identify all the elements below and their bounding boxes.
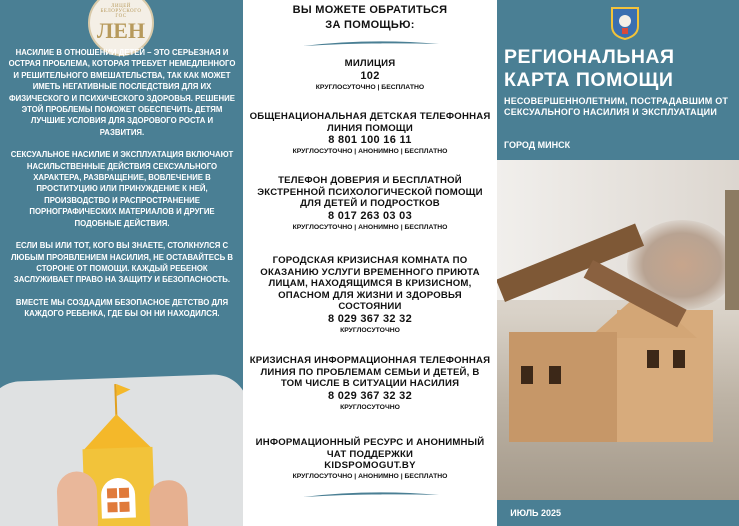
house-window (647, 350, 659, 368)
service-note: КРУГЛОСУТОЧНО | АНОНИМНО | БЕСПЛАТНО (292, 223, 448, 231)
service-name: ГОРОДСКАЯ КРИЗИСНАЯ КОМНАТА ПО ОКАЗАНИЮ УСЛУГИ ВРЕМЕННОГО ПРИЮТА ЛИЦАМ, НАХОДЯЩИМСЯ В КРИЗИСНОМ, ОПАСНОМ ДЛЯ ЖИЗНИ И ЗДОРОВЬЯ СОСТОЯНИИ (260, 255, 480, 313)
middle-panel (243, 0, 497, 526)
service-crisis-line (249, 355, 491, 412)
city-label: ГОРОД МИНСК (504, 140, 571, 150)
service-phone[interactable]: 8 017 263 03 03 (327, 209, 413, 222)
house-window (549, 366, 561, 384)
service-name: ИНФОРМАЦИОННЫЙ РЕСУРС И АНОНИМНЫЙ ЧАТ ПОДДЕРЖКИ (255, 437, 485, 460)
child-hand-left (56, 471, 98, 526)
service-police (249, 58, 491, 92)
service-name: ТЕЛЕФОН ДОВЕРИЯ И БЕСПЛАТНОЙ ЭКСТРЕННОЙ ПСИХОЛОГИЧЕСКОЙ ПОМОЩИ ДЛЯ ДЕТЕЙ И ПОДРОСТКОВ (257, 175, 483, 210)
left-panel (0, 0, 243, 526)
service-phone[interactable]: 8 029 367 32 32 (327, 389, 413, 402)
help-title-line1: ВЫ МОЖЕТЕ ОБРАТИТЬСЯ (292, 4, 448, 16)
photo-furniture (725, 190, 739, 310)
swoosh-divider-bottom (301, 490, 441, 500)
toy-roof (81, 413, 152, 451)
service-note: КРУГЛОСУТОЧНО (340, 403, 400, 411)
issue-date: ИЮЛЬ 2025 (510, 508, 561, 518)
swoosh-divider-top (301, 39, 441, 49)
help-title-line2: ЗА ПОМОЩЬЮ: (325, 19, 415, 31)
logo-monogram: ЛЕН (96, 18, 146, 43)
service-phone[interactable]: 102 (360, 69, 380, 82)
service-crisis-room (249, 255, 491, 335)
wooden-house-front (509, 332, 617, 442)
service-phone[interactable]: 8 801 100 16 11 (328, 134, 412, 147)
service-name: ОБЩЕНАЦИОНАЛЬНАЯ ДЕТСКАЯ ТЕЛЕФОННАЯ ЛИНИЯ ПОМОЩИ (249, 111, 491, 134)
help-title (243, 3, 497, 33)
left-paragraph-4: ВМЕСТЕ МЫ СОЗДАДИМ БЕЗОПАСНОЕ ДЕТСТВО ДЛЯ КАЖДОГО РЕБЕНКА, ГДЕ БЫ ОН НИ НАХОДИЛСЯ. (15, 297, 229, 319)
left-paragraph-2: СЕКСУАЛЬНОЕ НАСИЛИЕ И ЭКСПЛУАТАЦИЯ ВКЛЮЧАЮТ НАСИЛЬСТВЕННЫЕ ДЕЙСТВИЯ СЕКСУАЛЬНОГО ХАРАКТЕРА, РАЗВРАЩЕНИЕ, ВОВЛЕЧЕНИЕ В ПРОСТИТУЦИЮ ИЛИ ПРИНУЖДЕНИЕ К НЕЙ, ПРОИЗВОДСТВО И РАСПРОСТРАНЕНИЕ ПОРНОГРАФИЧЕСКИХ МАТЕРИАЛОВ И ДРУГИЕ ПОДОБНЫЕ ДЕЙСТВИЯ. (10, 150, 234, 228)
left-paragraph-3: ЕСЛИ ВЫ ИЛИ ТОТ, КОГО ВЫ ЗНАЕТЕ, СТОЛКНУЛСЯ С ЛЮБЫМ ПРОЯВЛЕНИЕМ НАСИЛИЯ, НЕ ОСТАВАЙТЕСЬ В СТОРОНЕ ОТ ПОМОЩИ. КАЖДЫЙ РЕБЕНОК ЗАСЛУЖИВАЕТ ПРАВО НА ЗАЩИТУ И БЕЗОПАСНОСТЬ. (10, 241, 234, 285)
house-window (673, 350, 685, 368)
service-note: КРУГЛОСУТОЧНО (340, 326, 400, 334)
service-note: КРУГЛОСУТОЧНО | АНОНИМНО | БЕСПЛАТНО (292, 473, 448, 481)
toy-house-photo (0, 373, 243, 526)
minsk-coat-of-arms-icon (610, 6, 640, 40)
service-note: КРУГЛОСУТОЧНО | АНОНИМНО | БЕСПЛАТНО (292, 148, 448, 156)
left-text-block (8, 47, 236, 331)
left-paragraph-1: НАСИЛИЕ В ОТНОШЕНИИ ДЕТЕЙ – ЭТО СЕРЬЕЗНАЯ И ОСТРАЯ ПРОБЛЕМА, КОТОРАЯ ТРЕБУЕТ НЕМЕДЛЕННОГО И РЕШИТЕЛЬНОГО ВМЕШАТЕЛЬСТВА, ТАК КАК МОЖЕТ ИМЕТЬ НЕГАТИВНЫЕ ПОСЛЕДСТВИЯ ДЛЯ ИХ ФИЗИЧЕСКОГО И ПСИХИЧЕСКОГО ЗДОРОВЬЯ. РЕШЕНИЕ ЭТОЙ ПРОБЛЕМЫ ПОМОЖЕТ ОБЕСПЕЧИТЬ ДЕТЯМ ЛУЧШИЕ УСЛОВИЯ ДЛЯ ЗДОРОВОГО РОСТА И РАЗВИТИЯ. (8, 48, 236, 137)
toy-door (101, 477, 136, 518)
brochure-title: РЕГИОНАЛЬНАЯ КАРТА ПОМОЩИ (504, 46, 675, 91)
brochure-subtitle: НЕСОВЕРШЕННОЛЕТНИМ, ПОСТРАДАВШИМ ОТ СЕКСУАЛЬНОГО НАСИЛИЯ И ЭКСПЛУАТАЦИИ (504, 96, 729, 117)
service-note: КРУГЛОСУТОЧНО | БЕСПЛАТНО (315, 83, 425, 91)
right-panel (497, 0, 739, 526)
toy-flag (116, 384, 130, 396)
service-trust-phone (249, 175, 491, 232)
logo-arc-text: ЛИЦЕЙ БЕЛОРУСКОГО ГОС (100, 4, 142, 19)
service-online-chat (249, 437, 491, 481)
service-name: КРИЗИСНАЯ ИНФОРМАЦИОННАЯ ТЕЛЕФОННАЯ ЛИНИЯ ПО ПРОБЛЕМАМ СЕМЬИ И ДЕТЕЙ, В ТОМ ЧИСЛЕ В СИТУАЦИИ НАСИЛИЯ (249, 355, 491, 390)
house-family-photo (497, 160, 739, 500)
child-hand-right (149, 480, 189, 526)
service-website-link[interactable]: KIDSPOMOGUT.BY (324, 460, 416, 472)
service-name: МИЛИЦИЯ (344, 58, 396, 69)
house-window (521, 366, 533, 384)
service-child-helpline (249, 111, 491, 156)
service-phone[interactable]: 8 029 367 32 32 (327, 312, 413, 325)
